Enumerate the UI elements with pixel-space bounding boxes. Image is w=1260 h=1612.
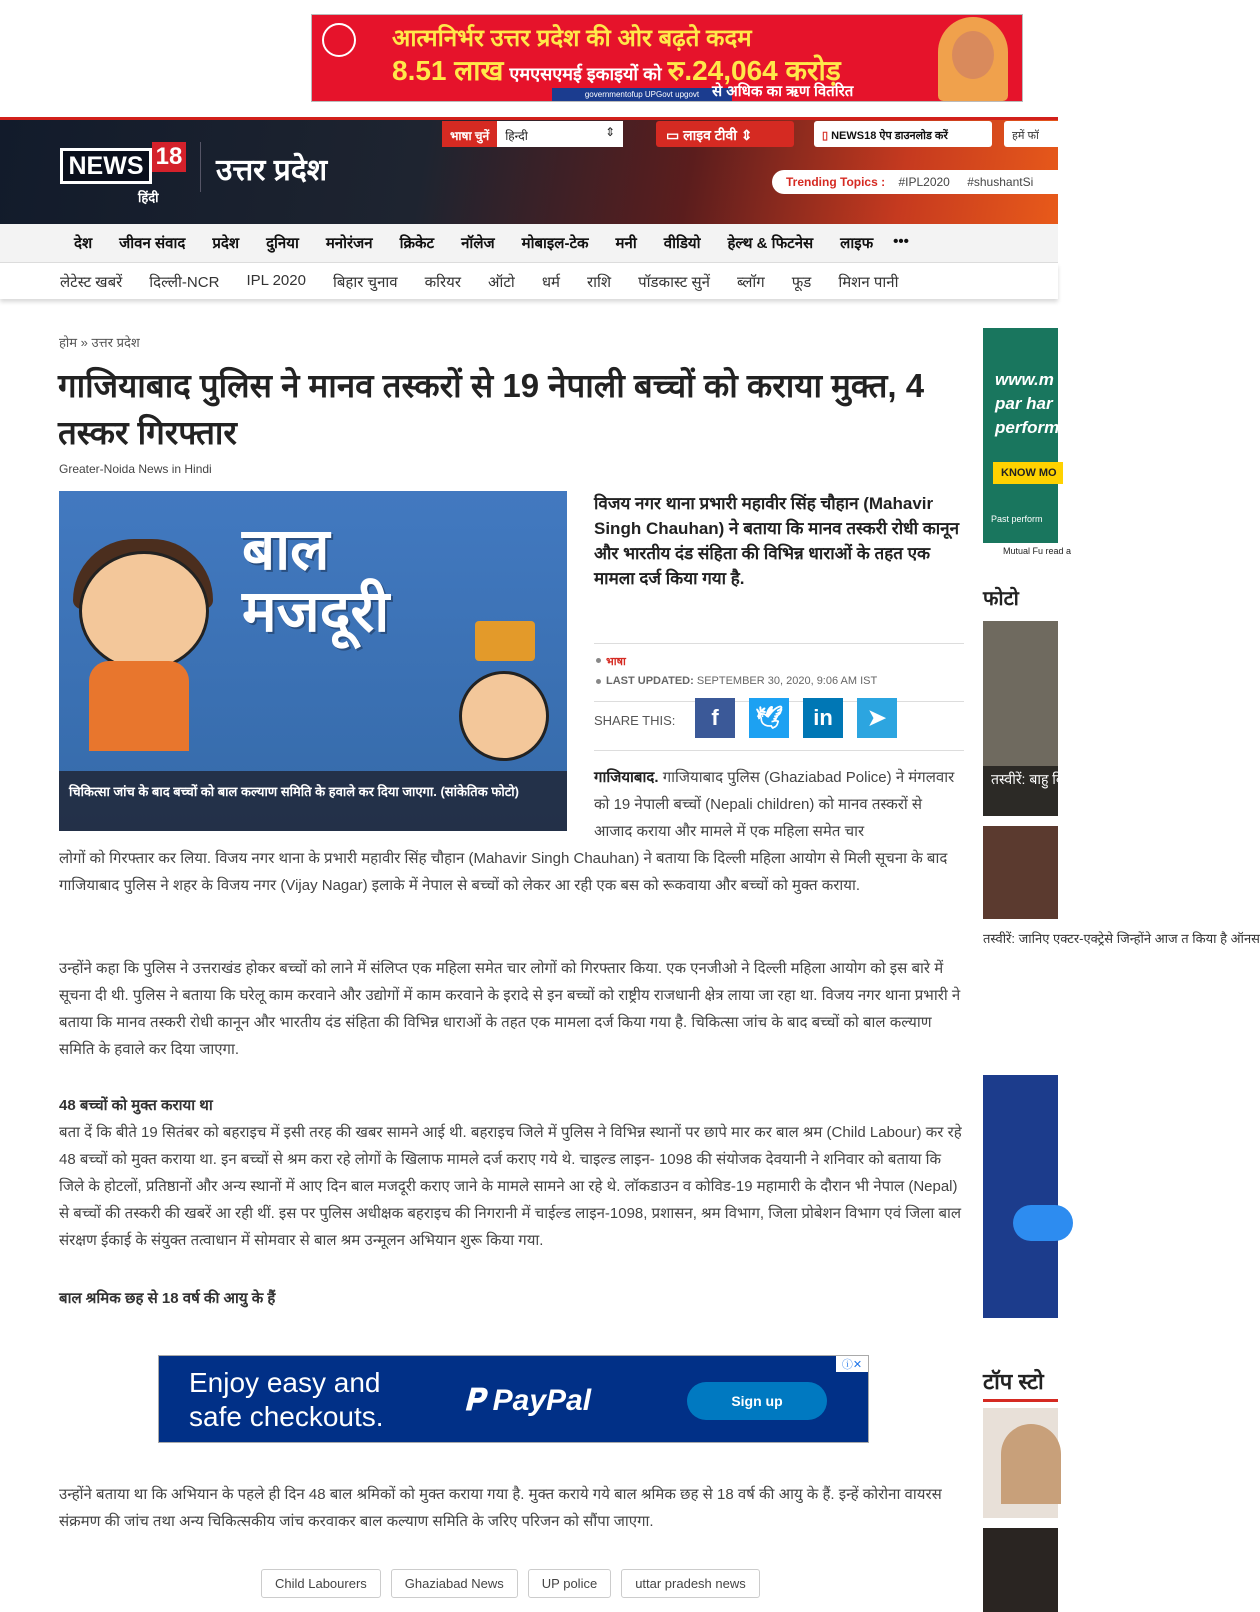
person-image <box>1001 1424 1061 1504</box>
boy-illustration <box>79 551 209 671</box>
article-title: गाजियाबाद पुलिस ने मानव तस्करों से 19 नेपाली बच्चों को कराया मुक्त, 4 तस्कर गिरफ्तार <box>58 367 925 451</box>
nav-item-manoranjan[interactable]: मनोरंजन <box>325 235 373 252</box>
article-lead: विजय नगर थाना प्रभारी महावीर सिंह चौहान (Mahavir Singh Chauhan) ने बताया कि मानव तस्करी रोधी कानून और भारतीय दंड संहिता की विभिन्न धाराओं के तहत एक मामला दर्ज किया गया है. <box>594 494 960 588</box>
share-bar <box>594 696 964 751</box>
photo-thumbnail[interactable] <box>983 826 1058 919</box>
rail-ad[interactable] <box>983 328 1072 573</box>
phone-icon: ▯ <box>822 130 832 142</box>
subnav-item[interactable]: राशि <box>587 274 612 291</box>
trending-link[interactable]: #IPL2020 <box>898 175 950 189</box>
nav-item-mobile-tech[interactable]: मोबाइल-टेक <box>521 235 589 252</box>
photo-caption[interactable]: तस्वीरें: जानिए एक्टर-एक्ट्रेसे जिन्होंने आज त किया है ऑनस <box>983 931 1260 946</box>
article-category[interactable]: Greater-Noida News in Hindi <box>59 462 212 476</box>
paypal-logo: 𝐏 PayPal <box>464 1384 592 1417</box>
language-select[interactable]: हिन्दी ⇕ <box>497 121 623 147</box>
article-paragraph: बता दें कि बीते 19 सितंबर को बहराइच में इसी तरह की खबर सामने आई थी. बहराइच जिले में पुलिस ने विभिन्न स्थानों पर छापे मार कर बाल श्रम (Child Labour) कर रहे 48 बच्चों को मुक्त कराया था. इन बच्चों से श्रम करा रहे लोगों के खिलाफ मामले दर्ज कराए गये थे. चाइल्ड लाइन- 1098 की संयोजक देवयानी ने शनिवार को बताया कि जिले के होटलों, प्रतिष्ठानों और अन्य स्थानों में आए दिन बाल मजदूरी कराए जाने के मामले सामने आ रहे थे. लॉकडाउन व कोविड-19 महामारी के दौरान भी नेपाल (Nepal) से बच्चों की तस्करी की खबरें आ रही थीं. इस पर पुलिस अधीक्षक बहराइच की निगरानी में चाईल्ड लाइन-1098, प्रशासन, श्रम विभाग, जिला प्रोबेशन विभाग एवं जिला बाल संरक्षण ईकाई के संयुक्त तत्वाधान में सोमवार से बाल श्रम उन्मूलन अभियान शुरू किया गया. <box>59 1124 962 1249</box>
photo-caption: तस्वीरें: बाहु विजय देवर <box>983 766 1058 816</box>
breadcrumb-home[interactable]: होम <box>59 335 78 350</box>
ad-social-strip: governmentofup UPGovt upgovt <box>552 88 732 101</box>
tag-list <box>261 1569 760 1598</box>
breadcrumb <box>59 333 140 351</box>
photo-card[interactable] <box>983 621 1108 816</box>
language-selector[interactable] <box>442 121 623 147</box>
breadcrumb-separator: » <box>80 335 88 350</box>
tv-icon: ▭ <box>666 127 684 143</box>
subnav-item[interactable]: ब्लॉग <box>737 274 765 291</box>
language-label: भाषा चुनें <box>442 121 497 147</box>
header-divider <box>200 142 201 192</box>
top-stories-heading[interactable]: टॉप स्टो <box>983 1366 1058 1402</box>
rail-ad-cta[interactable]: KNOW MO <box>993 462 1063 484</box>
paypal-ad[interactable] <box>158 1355 869 1443</box>
paypal-p-icon: 𝐏 <box>464 1384 493 1417</box>
rail-ad-button[interactable] <box>1013 1205 1073 1241</box>
article-paragraph: लोगों को गिरफ्तार कर लिया. विजय नगर थाना के प्रभारी महावीर सिंह चौहान (Mahavir Singh Chauhan) ने बताया कि दिल्ली महिला आयोग से मिली सूचना के बाद गाजियाबाद पुलिस ने शहर के विजय नगर (Vijay Nagar) इलाके में नेपाल से बच्चों को लेकर आ रही एक बस को रूकवाया और बच्चों को मुक्त कराया. <box>59 850 948 894</box>
hero-text: बाल मजदूरी <box>242 517 390 644</box>
up-govt-emblem-icon <box>322 23 356 57</box>
nav-item-cricket[interactable]: क्रिकेट <box>399 235 435 252</box>
nav-item-life[interactable]: लाइफ <box>840 235 874 252</box>
region-title: उत्तर प्रदेश <box>216 154 328 187</box>
article-source[interactable]: भाषा <box>594 654 964 669</box>
app-download-button[interactable]: ▯ NEWS18 ऐप डाउनलोड करें <box>814 121 992 147</box>
nav-item-duniya[interactable]: दुनिया <box>266 235 299 252</box>
article-updated: LAST UPDATED: SEPTEMBER 30, 2020, 9:06 AM IST <box>594 675 964 687</box>
news18-logo[interactable]: NEWS 18 हिंदी <box>60 142 186 184</box>
ad-subline: से अधिक का ऋण वितरित <box>712 83 854 100</box>
linkedin-share-icon[interactable]: in <box>803 698 843 738</box>
top-banner-ad[interactable] <box>311 14 1023 102</box>
follow-button[interactable]: हमें फॉ <box>1004 121 1064 147</box>
subnav-item[interactable]: पॉडकास्ट सुनें <box>638 274 710 291</box>
nav-item-money[interactable]: मनी <box>615 235 637 252</box>
subheading: बाल श्रमिक छह से 18 वर्ष की आयु के हैं <box>59 1290 276 1307</box>
twitter-share-icon[interactable]: 🕊 <box>749 698 789 738</box>
bricks-illustration <box>475 621 535 661</box>
rail-blue-ad[interactable] <box>983 1075 1058 1318</box>
rail-ad-small: Past perform <box>991 514 1043 524</box>
trending-link[interactable]: #shushantSi <box>967 175 1034 189</box>
subnav-item[interactable]: लेटेस्ट खबरें <box>60 274 123 291</box>
subnav-item[interactable]: मिशन पानी <box>838 274 899 291</box>
subnav-item[interactable]: ऑटो <box>488 274 515 291</box>
nav-item-pradesh[interactable]: प्रदेश <box>212 235 240 252</box>
telegram-share-icon[interactable]: ➤ <box>857 698 897 738</box>
updown-icon: ⇕ <box>605 125 616 139</box>
tag-chip[interactable]: UP police <box>528 1569 611 1598</box>
dateline: गाजियाबाद. <box>594 769 659 786</box>
nav-item-video[interactable]: वीडियो <box>663 235 701 252</box>
share-label: SHARE THIS: <box>594 713 676 728</box>
more-menu-icon[interactable]: ••• <box>893 233 909 250</box>
top-story-thumbnail[interactable] <box>983 1408 1058 1518</box>
site-header <box>0 117 1058 224</box>
adchoices-close-icon[interactable]: ⓘ✕ <box>836 1356 868 1372</box>
subnav-item[interactable]: IPL 2020 <box>246 272 306 289</box>
photo-section-heading[interactable]: फोटो <box>983 588 1019 610</box>
article-paragraph: उन्होंने कहा कि पुलिस ने उत्तराखंड होकर बच्चों को लाने में संलिप्त एक महिला समेत चार लोगों को गिरफ्तार किया. एक एनजीओ ने दिल्ली महिला आयोग को इस बारे में सूचना दी थी. पुलिस ने बताया कि घरेलू काम करवाने और उद्योगों में काम करवाने के इरादे से इन बच्चों को राष्ट्रीय राजधानी क्षेत्र लाया जा रहा था. विजय नगर थाना प्रभारी ने बताया कि मानव तस्करी रोधी कानून और भारतीय दंड संहिता की विभिन्न धाराओं के तहत एक मामला दर्ज किया गया है. चिकित्सा जांच के बाद बच्चों को बाल कल्याण समिति के हवाले कर दिया जाएगा. <box>59 960 961 1058</box>
signup-button[interactable]: Sign up <box>687 1382 827 1420</box>
nav-item-knowledge[interactable]: नॉलेज <box>461 235 495 252</box>
rail-ad-bottom: Mutual Fu read a <box>983 543 1058 573</box>
tag-chip[interactable]: Ghaziabad News <box>391 1569 518 1598</box>
nav-item-desh[interactable]: देश <box>74 235 93 252</box>
article-paragraph: गाजियाबाद. गाजियाबाद पुलिस (Ghaziabad Police) ने मंगलवार को 19 नेपाली बच्चों (Nepali children) को मानव तस्करों से आजाद कराया और मामले में एक महिला समेत चार <box>594 769 955 840</box>
breadcrumb-section[interactable]: उत्तर प्रदेश <box>91 335 140 350</box>
ad-text: Enjoy easy and safe checkouts. <box>189 1367 384 1432</box>
live-tv-button[interactable]: ▭ लाइव टीवी ⇕ <box>656 121 794 147</box>
article-meta <box>594 643 964 702</box>
subnav-item[interactable]: धर्म <box>541 274 561 291</box>
ad-headline: आत्मनिर्भर उत्तर प्रदेश की ओर बढ़ते कदम <box>392 25 752 52</box>
boy-shirt-illustration <box>89 661 189 751</box>
subnav-item[interactable]: करियर <box>424 274 462 291</box>
subnav-item[interactable]: फूड <box>791 274 812 291</box>
trending-label: Trending Topics : <box>786 175 886 189</box>
top-story-thumbnail[interactable] <box>983 1528 1058 1612</box>
article-paragraph: उन्होंने बताया था कि अभियान के पहले ही दिन 48 बाल श्रमिकों को मुक्त कराया गया है. मुक्त कराये गये बाल श्रमिक छह से 18 वर्ष की आयु के हैं. इन्हें कोरोना वायरस संक्रमण की जांच तथा अन्य चिकित्सकीय जांच करवाकर बाल कल्याण समिति के जरिए परिजन को सौंपा जाएगा. <box>59 1486 942 1530</box>
rail-ad-text: www.m par har perform <box>995 370 1060 437</box>
facebook-share-icon[interactable]: f <box>695 698 735 738</box>
ad-portrait-image <box>938 17 1008 101</box>
hero-caption: चिकित्सा जांच के बाद बच्चों को बाल कल्याण समिति के हवाले कर दिया जाएगा. (सांकेतिक फोटो) <box>59 771 567 831</box>
subnav-item[interactable]: दिल्ली-NCR <box>149 274 220 291</box>
trending-topics <box>772 170 1072 194</box>
ad-amount-line: 8.51 लाख एमएसएमई इकाइयों को रु.24,064 करोड़ <box>392 55 841 86</box>
secondary-nav <box>0 263 1058 299</box>
subheading: 48 बच्चों को मुक्त कराया था <box>59 1097 213 1114</box>
primary-nav <box>0 224 1058 263</box>
nav-item-jeevan-samvad[interactable]: जीवन संवाद <box>119 235 186 252</box>
nav-item-health[interactable]: हेल्थ & फिटनेस <box>727 235 814 252</box>
tag-chip[interactable]: Child Labourers <box>261 1569 381 1598</box>
girl-illustration <box>459 671 549 761</box>
tag-chip[interactable]: uttar pradesh news <box>621 1569 760 1598</box>
subnav-item[interactable]: बिहार चुनाव <box>332 274 398 291</box>
